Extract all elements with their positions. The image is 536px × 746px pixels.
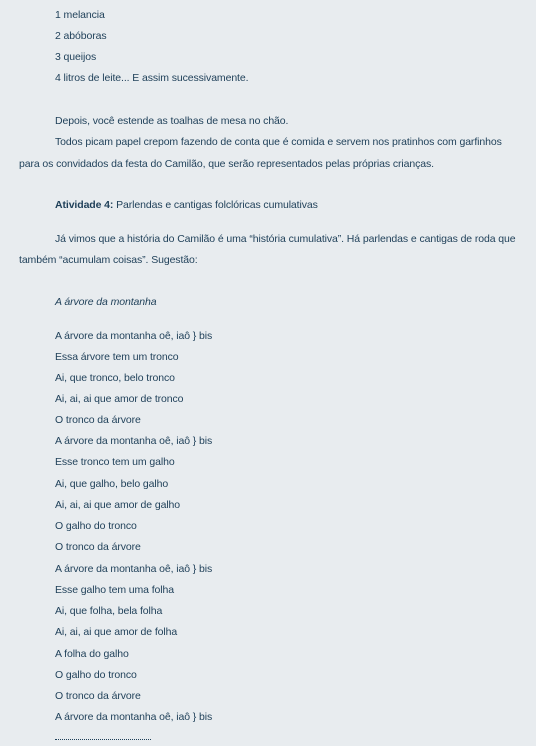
song-line: Ai, que folha, bela folha	[55, 605, 163, 617]
song-line: A árvore da montanha oê, iaô } bis	[55, 330, 213, 342]
list-item: 1 melancia	[55, 9, 105, 21]
activity-label: Atividade 4:	[55, 199, 114, 211]
song-line: Ai, ai, ai que amor de folha	[55, 626, 178, 638]
song-line: A árvore da montanha oê, iaô } bis	[55, 563, 213, 575]
song-line: A árvore da montanha oê, iaô } bis	[55, 711, 213, 723]
song-line: O tronco da árvore	[55, 690, 141, 702]
paragraph-text: Depois, você estende as toalhas de mesa no chão.	[55, 115, 289, 127]
paragraph-text: Já vimos que a história do Camilão é uma “história cumulativa”. Há parlendas e cantigas de roda que	[55, 233, 516, 245]
song-line: O tronco da árvore	[55, 541, 141, 553]
dotted-separator	[55, 739, 151, 740]
song-line: O galho do tronco	[55, 669, 137, 681]
song-line: O galho do tronco	[55, 520, 137, 532]
song-line: Ai, ai, ai que amor de tronco	[55, 393, 184, 405]
activity-heading	[55, 198, 318, 212]
song-line: Esse tronco tem um galho	[55, 456, 175, 468]
paragraph-text: para os convidados da festa do Camilão, que serão representados pelas próprias crianças.	[19, 158, 434, 170]
song-line: Essa árvore tem um tronco	[55, 351, 179, 363]
list-item: 3 queijos	[55, 51, 97, 63]
song-line: O tronco da árvore	[55, 414, 141, 426]
list-item: 2 abóboras	[55, 30, 107, 42]
song-line: Esse galho tem uma folha	[55, 584, 175, 596]
song-line: A árvore da montanha oê, iaô } bis	[55, 435, 213, 447]
activity-title: Parlendas e cantigas folclóricas cumulativas	[113, 199, 318, 211]
song-line: Ai, que tronco, belo tronco	[55, 372, 175, 384]
paragraph-text: também “acumulam coisas”. Sugestão:	[19, 254, 198, 266]
song-line: Ai, que galho, belo galho	[55, 478, 169, 490]
list-item: 4 litros de leite... E assim sucessivamente.	[55, 72, 249, 84]
song-line: A folha do galho	[55, 648, 129, 660]
song-title: A árvore da montanha	[55, 296, 157, 308]
paragraph-text: Todos picam papel crepom fazendo de conta que é comida e servem nos pratinhos com garfinhos	[55, 136, 502, 148]
song-line: Ai, ai, ai que amor de galho	[55, 499, 181, 511]
